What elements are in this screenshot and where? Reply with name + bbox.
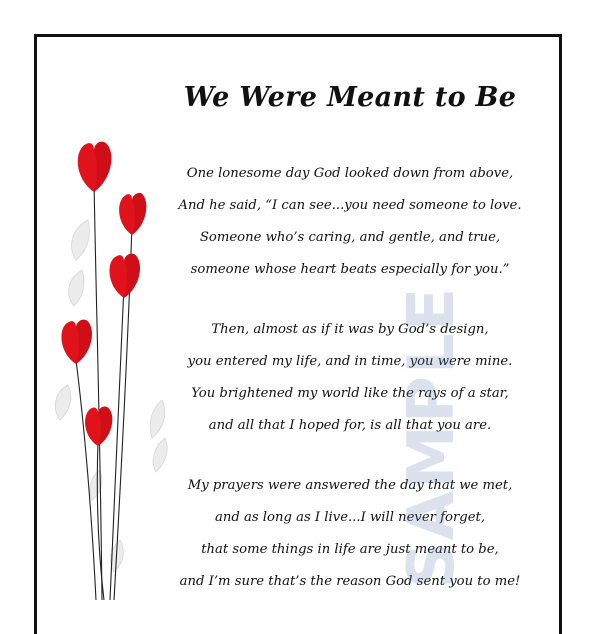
poem-line: and I’m sure that’s the reason God sent you to me! — [179, 574, 521, 589]
poem-line: Someone who’s caring, and gentle, and true, — [199, 230, 501, 245]
leaf-icon — [55, 385, 70, 420]
poem-line: that some things in life are just meant to be, — [201, 542, 499, 557]
watermark-text: SAMPLE — [395, 285, 469, 589]
leaf-icon — [150, 400, 165, 438]
leaf-icon — [72, 220, 90, 260]
stanza-1 — [150, 158, 550, 286]
stanza-2 — [150, 314, 550, 442]
stanza-3 — [150, 470, 550, 598]
poem-line: You brightened my world like the rays of a star, — [191, 386, 509, 401]
leaf-icon — [69, 270, 84, 306]
poem-body — [150, 158, 550, 626]
heart-balloons-illustration — [40, 120, 180, 600]
poem-line: Then, almost as if it was by God’s design, — [211, 322, 489, 337]
poem-title: We Were Meant to Be — [183, 82, 517, 113]
poem-line: you entered my life, and in time, you were mine. — [187, 354, 513, 369]
poem-line: And he said, “I can see...you need someone to love. — [178, 198, 522, 213]
poem-line: and all that I hoped for, is all that you are. — [208, 418, 492, 433]
poem-line: My prayers were answered the day that we met, — [187, 478, 513, 493]
poem-line: and as long as I live...I will never forget, — [214, 510, 486, 525]
leaf-icon — [153, 438, 167, 472]
poem-line: someone whose heart beats especially for you.” — [190, 262, 510, 277]
stem — [94, 180, 102, 600]
poem-line: One lonesome day God looked down from above, — [186, 166, 514, 181]
